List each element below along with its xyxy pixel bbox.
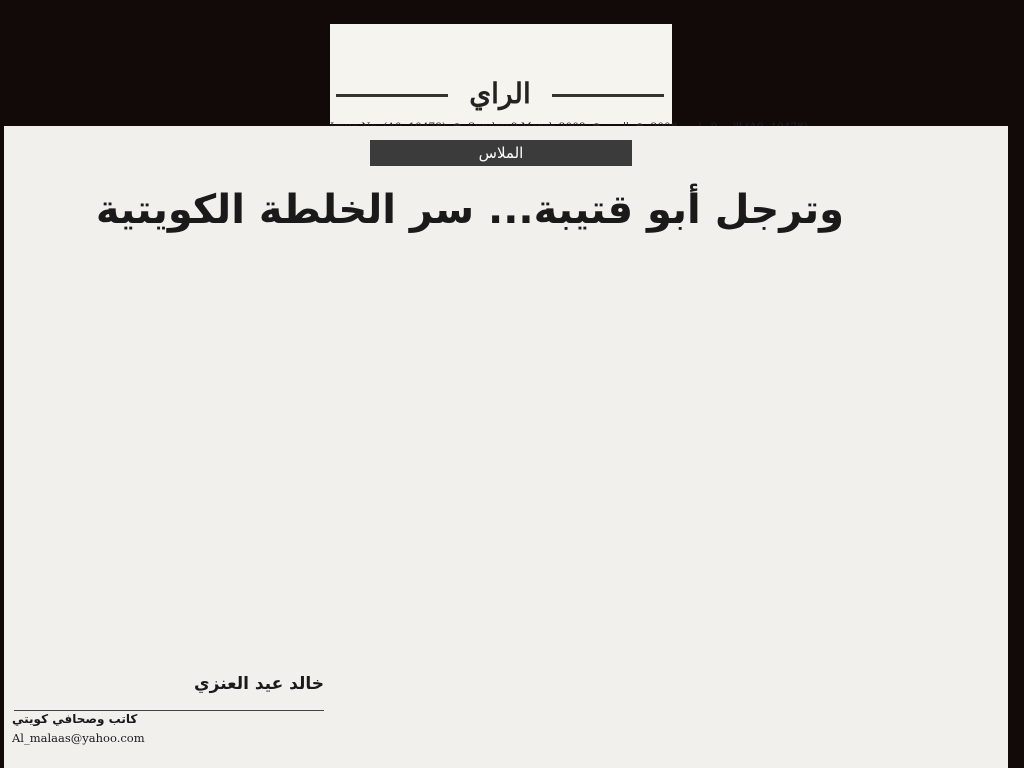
article-clipping [4,126,1008,768]
newspaper-logo: الراي [469,77,531,110]
article-headline: وترجل أبو قتيبة... سر الخلطة الكويتية [95,187,844,233]
byline-divider [14,710,324,711]
author-email: Al_malaas@yahoo.com [12,731,145,745]
masthead-rule-right [552,94,664,97]
author-role: كاتب وصحافي كويتي [12,712,138,726]
newspaper-masthead [330,24,672,124]
section-label: الملاس [370,140,632,166]
masthead-rule-left [336,94,448,97]
author-name: خالد عيد العنزي [194,674,324,694]
